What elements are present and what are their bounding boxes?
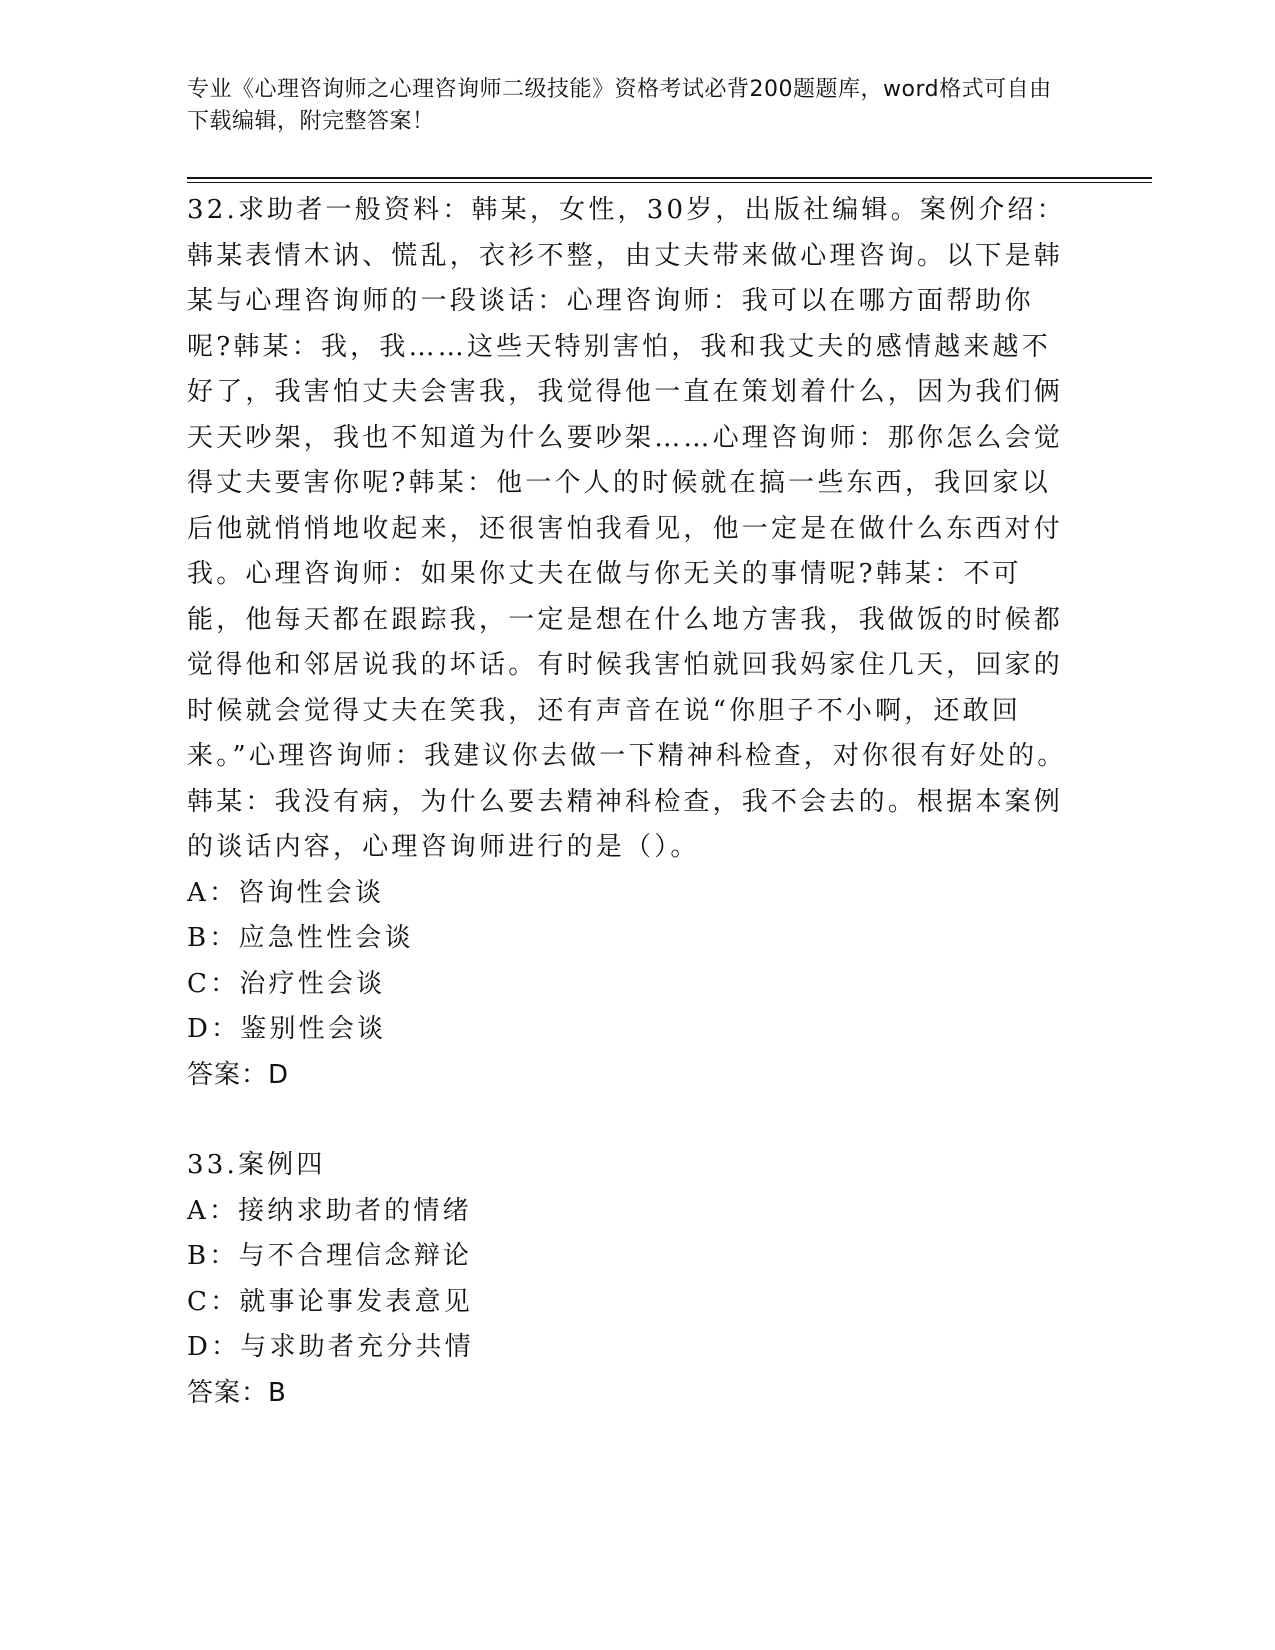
header-rule-thick bbox=[187, 177, 1152, 179]
option-a: A：咨询性会谈 bbox=[187, 877, 385, 908]
document-header: 专业《心理咨询师之心理咨询师二级技能》资格考试必背200题题库，word格式可自由下载编辑，附完整答案！ bbox=[187, 77, 1052, 134]
option-d: D：鉴别性会谈 bbox=[187, 1014, 387, 1044]
option-a: A：接纳求助者的情绪 bbox=[187, 1195, 472, 1226]
header-rule-thin bbox=[187, 182, 1152, 183]
question-stem: 32.求助者一般资料：韩某，女性，30岁，出版社编辑。案例介绍：韩某表情木讷、慌乱，衣衫不整，由丈夫带来做心理咨询。以下是韩某与心理咨询师的一段谈话：心理咨询师：我可以在哪方面帮助你呢?韩某：我，我……这些天特别害怕，我和我丈夫的感情越来越不好了，我害怕丈夫会害我，我觉得他一直在策划着什么，因为我们俩天天吵架，我也不知道为什么要吵架……心理咨询师：那你怎么会觉得丈夫要害你呢?韩某：他一个人的时候就在搞一些东西，我回家以后他就悄悄地收起来，还很害怕我看见，他一定是在做什么东西对付我。心理咨询师：如果你丈夫在做与你无关的事情呢?韩某：不可能，他每天都在跟踪我，一定是想在什么地方害我，我做饭的时候都觉得他和邻居说我的坏话。有时候我害怕就回我妈家住几天，回家的时候就会觉得丈夫在笑我，还有声音在说“你胆子不小啊，还敢回来。”心理咨询师：我建议你去做一下精神科检查，对你很有好处的。韩某：我没有病，为什么要去精神科检查，我不会去的。根据本案例的谈话内容，心理咨询师进行的是（）。 bbox=[187, 195, 1067, 862]
question-content bbox=[187, 188, 1087, 1416]
question-stem: 33.案例四 bbox=[187, 1150, 326, 1180]
question-gap bbox=[187, 1098, 1087, 1143]
answer-line: 答案：B bbox=[187, 1377, 287, 1408]
option-b: B：应急性性会谈 bbox=[187, 923, 414, 953]
option-c: C：治疗性会谈 bbox=[187, 968, 386, 999]
option-c: C：就事论事发表意见 bbox=[187, 1286, 473, 1317]
option-b: B：与不合理信念辩论 bbox=[187, 1241, 473, 1271]
option-d: D：与求助者充分共情 bbox=[187, 1332, 474, 1362]
question-32 bbox=[187, 188, 1087, 1098]
answer-line: 答案：D bbox=[187, 1059, 290, 1090]
question-33 bbox=[187, 1143, 1087, 1416]
